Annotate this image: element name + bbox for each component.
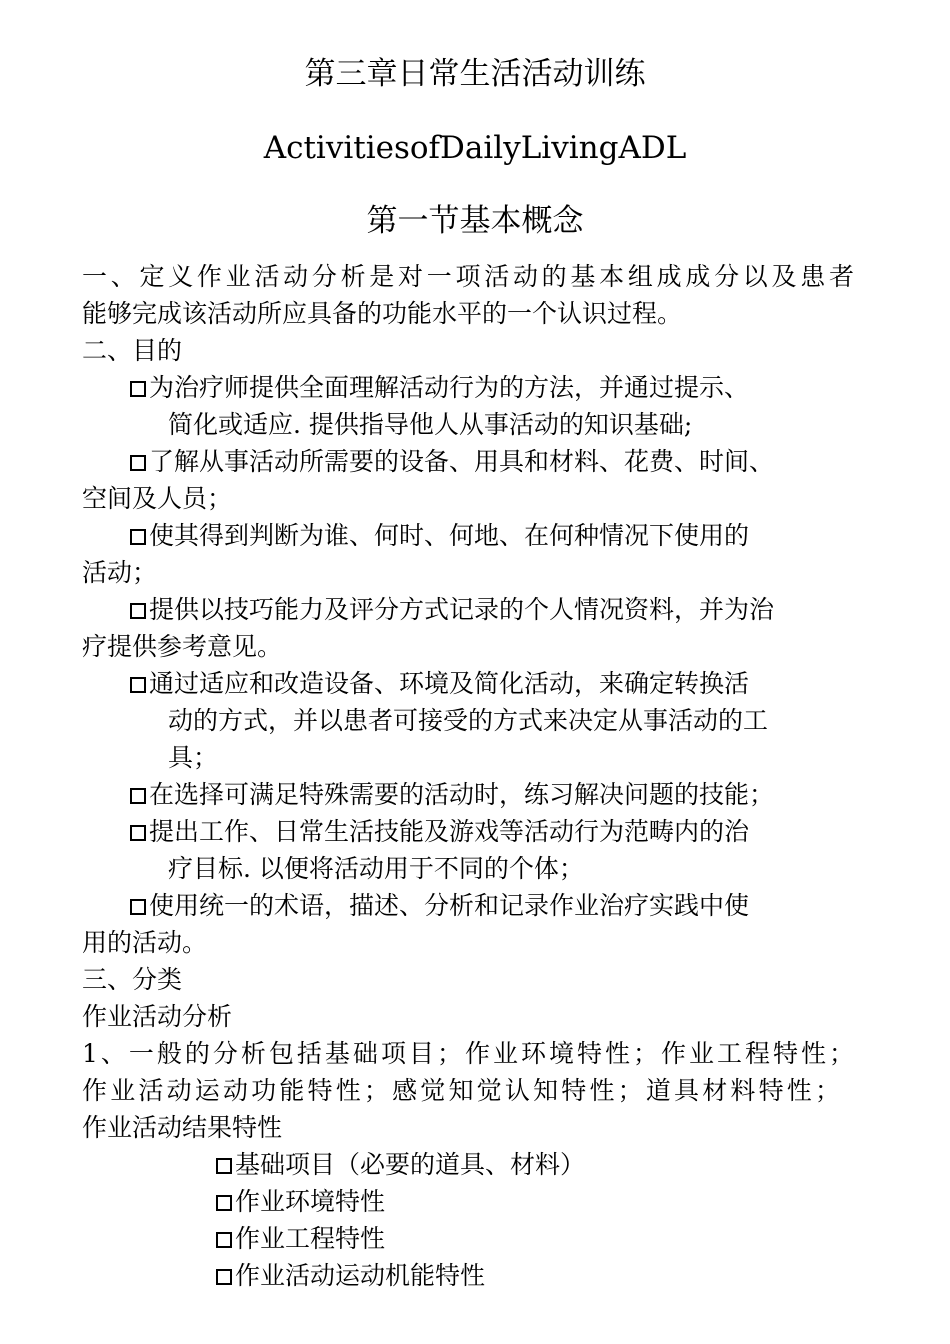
checkbox-square-icon	[216, 1232, 232, 1248]
checkbox-square-icon	[216, 1195, 232, 1211]
classification-line-1: 1、一般的分析包括基础项目；作业环境特性；作业工程特性；	[82, 1039, 854, 1068]
purpose-item-8-text: 使用统一的术语，描述、分析和记录作业治疗实践中使	[149, 891, 750, 920]
purpose-item-1	[130, 371, 749, 405]
purpose-item-5-cont-1: 动的方式，并以患者可接受的方式来决定从事活动的工	[168, 706, 769, 735]
checkbox-square-icon	[130, 455, 146, 471]
purpose-item-3	[130, 519, 749, 553]
english-title: ActivitiesofDailyLivingADL	[263, 130, 687, 166]
purpose-item-2-cont: 空间及人员；	[82, 484, 233, 513]
purpose-item-7	[130, 815, 749, 849]
analysis-item-1-text: 基础项目（必要的道具、材料）	[235, 1150, 586, 1179]
purpose-heading: 二、目的	[82, 336, 183, 365]
purpose-item-6	[130, 778, 774, 812]
checkbox-square-icon	[216, 1269, 232, 1285]
purpose-item-5	[130, 667, 749, 701]
analysis-item-3	[216, 1222, 385, 1256]
purpose-item-1-text: 为治疗师提供全面理解活动行为的方法，并通过提示、	[149, 373, 750, 402]
checkbox-square-icon	[130, 825, 146, 841]
checkbox-square-icon	[216, 1158, 232, 1174]
checkbox-square-icon	[130, 788, 146, 804]
checkbox-square-icon	[130, 603, 146, 619]
analysis-item-2	[216, 1185, 385, 1219]
purpose-item-4-cont: 疗提供参考意见。	[82, 632, 283, 661]
classification-subheading: 作业活动分析	[82, 1002, 233, 1031]
analysis-item-4	[216, 1259, 485, 1293]
analysis-item-3-text: 作业工程特性	[235, 1224, 386, 1253]
classification-line-2: 作业活动运动功能特性；感觉知觉认知特性；道具材料特性；	[82, 1076, 840, 1105]
purpose-item-7-text: 提出工作、日常生活技能及游戏等活动行为范畴内的治	[149, 817, 750, 846]
purpose-item-3-cont: 活动；	[82, 558, 158, 587]
purpose-item-8-cont: 用的活动。	[82, 928, 208, 957]
analysis-item-4-text: 作业活动运动机能特性	[235, 1261, 486, 1290]
purpose-item-8	[130, 889, 749, 923]
definition-line-1: 一、定义作业活动分析是对一项活动的基本组成成分以及患者	[82, 262, 854, 291]
classification-line-3: 作业活动结果特性	[82, 1113, 283, 1142]
purpose-item-7-cont: 疗目标. 以便将活动用于不同的个体；	[168, 854, 584, 883]
checkbox-square-icon	[130, 381, 146, 397]
checkbox-square-icon	[130, 899, 146, 915]
section-title: 第一节基本概念	[366, 203, 584, 239]
checkbox-square-icon	[130, 529, 146, 545]
purpose-item-5-text: 通过适应和改造设备、环境及简化活动，来确定转换活	[149, 669, 750, 698]
analysis-item-2-text: 作业环境特性	[235, 1187, 386, 1216]
classification-heading: 三、分类	[82, 965, 183, 994]
purpose-item-4	[130, 593, 774, 627]
purpose-item-3-text: 使其得到判断为谁、何时、何地、在何种情况下使用的	[149, 521, 750, 550]
checkbox-square-icon	[130, 677, 146, 693]
definition-line-2: 能够完成该活动所应具备的功能水平的一个认识过程。	[82, 299, 683, 328]
purpose-item-5-cont-2: 具；	[168, 743, 219, 772]
purpose-item-2-text: 了解从事活动所需要的设备、用具和材料、花费、时间、	[149, 447, 775, 476]
purpose-item-2	[130, 445, 774, 479]
purpose-item-6-text: 在选择可满足特殊需要的活动时，练习解决问题的技能；	[149, 780, 775, 809]
chapter-title: 第三章日常生活活动训练	[304, 56, 646, 92]
purpose-item-4-text: 提供以技巧能力及评分方式记录的个人情况资料，并为治	[149, 595, 775, 624]
analysis-item-1	[216, 1148, 585, 1182]
purpose-item-1-cont: 简化或适应. 提供指导他人从事活动的知识基础;	[168, 410, 693, 439]
